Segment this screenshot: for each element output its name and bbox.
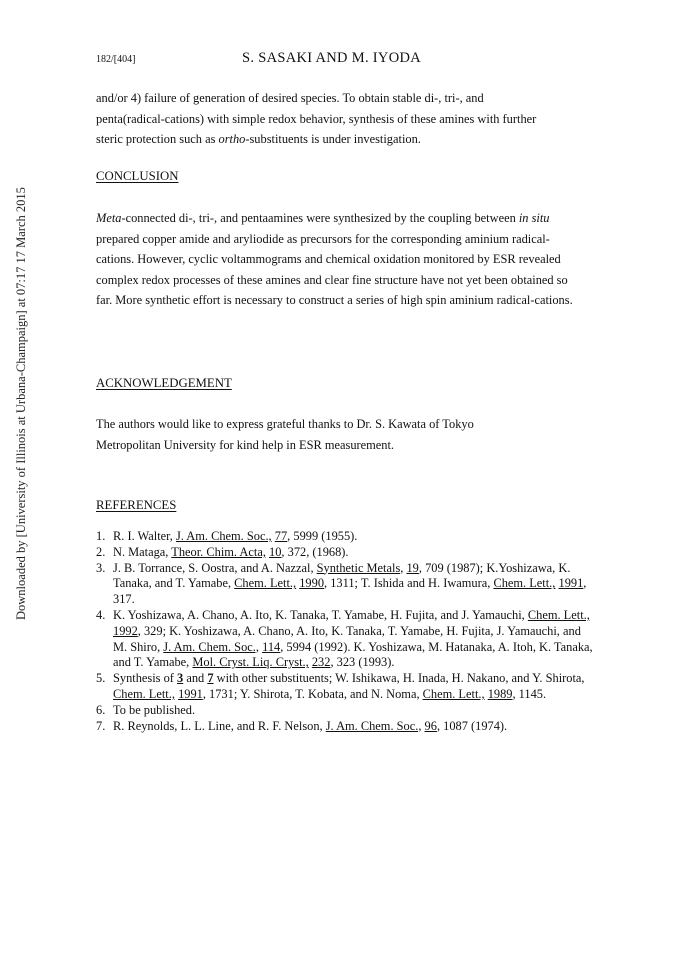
reference-authors: K. Yoshizawa, A. Chano, A. Ito, K. Tanaka, T. Yamabe, H. Fujita, and J. Yamauchi, xyxy=(113,607,528,622)
reference-authors: R. I. Walter, xyxy=(113,529,176,543)
journal-link[interactable]: Chem. Lett., xyxy=(527,607,590,622)
journal-link[interactable]: Chem. Lett., xyxy=(113,686,175,701)
journal-link[interactable]: Synthetic Metals, xyxy=(316,560,404,575)
intro-ortho: ortho xyxy=(218,132,246,147)
acknowledgement-heading: ACKNOWLEDGEMENT xyxy=(96,376,232,390)
reference-text: Synthesis of xyxy=(113,671,178,686)
download-watermark xyxy=(0,0,28,963)
conclusion-meta: Meta xyxy=(96,211,122,225)
reference-number: 4. xyxy=(96,607,106,622)
journal-link[interactable]: J. Am. Chem. Soc., xyxy=(163,639,259,654)
reference-authors: R. Reynolds, L. L. Line, and R. F. Nelson, xyxy=(113,718,326,733)
reference-text: , 1311; T. Ishida and H. Iwamura, xyxy=(324,576,494,591)
conclusion-text-1: -connected di-, tri-, and pentaamines were synthesized by the coupling between xyxy=(121,211,519,225)
reference-pages: , 372, (1968). xyxy=(281,544,349,559)
download-watermark-text: Downloaded by [University of Illinois at Urbana-Champaign] at 07:17 17 March 2015 xyxy=(14,187,28,620)
running-title: S. SASAKI AND M. IYODA xyxy=(242,50,422,66)
reference-text: and xyxy=(183,671,208,686)
references-heading: REFERENCES xyxy=(96,498,177,512)
reference-authors: N. Mataga, xyxy=(113,544,172,559)
reference-text: To be published. xyxy=(113,702,196,717)
compound-number: 3 xyxy=(177,671,184,686)
reference-number: 5. xyxy=(96,671,106,686)
volume: 1990 xyxy=(299,576,325,591)
conclusion-paragraph xyxy=(96,208,574,311)
reference-authors: J. B. Torrance, S. Oostra, and A. Nazzal, xyxy=(113,560,317,575)
page-number: 182/[404] xyxy=(96,54,136,65)
conclusion-text-2: prepared copper amide and aryliodide as precursors for the corresponding aminium radical-cations. However, cyclic voltammograms and chemical oxidation monitored by ESR revealed complex redox processes of these amines and clear fine structure have not yet been obtained so far. More synthetic effort is necessary to construct a series of high spin aminium radical-cations. xyxy=(96,231,573,308)
reference-number: 6. xyxy=(96,702,106,717)
journal-link[interactable]: Chem. Lett., xyxy=(493,576,556,591)
conclusion-heading: CONCLUSION xyxy=(96,169,179,183)
reference-pages: , 5999 (1955). xyxy=(287,529,358,543)
journal-link[interactable]: Mol. Cryst. Liq. Cryst., xyxy=(192,655,309,670)
journal-link[interactable]: J. Am. Chem. Soc., xyxy=(325,718,422,733)
volume: 1992 xyxy=(113,623,138,638)
compound-number: 7 xyxy=(207,671,214,686)
conclusion-in-situ: in situ xyxy=(518,211,550,225)
reference-number: 7. xyxy=(96,718,106,733)
reference-pages: , 1087 (1974). xyxy=(436,718,508,733)
volume: 96 xyxy=(424,718,437,733)
reference-number: 3. xyxy=(96,560,106,575)
reference-item xyxy=(96,545,596,561)
intro-line-1: and/or 4) failure of generation of desired species. To obtain stable di-, tri-, and xyxy=(96,91,484,105)
reference-pages: , 317. xyxy=(113,576,587,607)
intro-line-2: penta(radical-cations) with simple redox behavior, synthesis of these amines with further xyxy=(96,111,537,126)
reference-text: , 329; K. Yoshizawa, A. Chano, A. Ito, K. Tanaka, T. Yamabe, H. Fujita, J. Yamauchi, and M. Shiro, xyxy=(113,623,581,654)
volume: 1991 xyxy=(558,576,584,591)
reference-text: , 5994 (1992). K. Yoshizawa, M. Hatanaka, A. Itoh, K. Tanaka, and T. Yamabe, xyxy=(113,639,593,670)
volume: 10 xyxy=(269,544,282,559)
acknowledgement-paragraph: The authors would like to express grateful thanks to Dr. S. Kawata of Tokyo Metropolitan University for kind help in ESR measurement. xyxy=(96,417,474,452)
reference-item xyxy=(96,719,596,735)
reference-text: , 1731; Y. Shirota, T. Kobata, and N. Noma, xyxy=(202,686,423,701)
reference-number: 2. xyxy=(96,544,106,559)
volume: 1989 xyxy=(487,686,513,701)
journal-link[interactable]: Theor. Chim. Acta, xyxy=(171,544,266,559)
reference-item xyxy=(96,671,596,703)
volume: 232 xyxy=(311,655,331,670)
reference-number: 1. xyxy=(96,529,106,543)
journal-link[interactable]: Chem. Lett., xyxy=(234,576,297,591)
reference-list xyxy=(96,529,596,734)
reference-pages: , 323 (1993). xyxy=(330,655,395,670)
reference-text: , 709 (1987); K.Yoshizawa, K. Tanaka, and T. Yamabe, xyxy=(113,560,571,591)
reference-text: with other substituents; W. Ishikawa, H. Inada, H. Nakano, and Y. Shirota, xyxy=(213,671,585,686)
reference-item xyxy=(96,529,596,545)
reference-pages: , 1145. xyxy=(512,686,547,701)
reference-item xyxy=(96,561,596,608)
intro-line-3a: steric protection such as xyxy=(96,132,219,147)
volume: 19 xyxy=(406,560,419,575)
intro-paragraph xyxy=(96,88,588,150)
journal-link[interactable]: J. Am. Chem. Soc., xyxy=(175,529,272,543)
reference-item xyxy=(96,703,596,719)
reference-item xyxy=(96,608,596,671)
volume: 77 xyxy=(274,529,288,543)
intro-line-3b: -substituents is under investigation. xyxy=(245,132,421,147)
volume: 114 xyxy=(262,639,281,654)
volume: 1991 xyxy=(178,686,203,701)
page-header xyxy=(96,50,576,74)
journal-link[interactable]: Chem. Lett., xyxy=(422,686,485,701)
